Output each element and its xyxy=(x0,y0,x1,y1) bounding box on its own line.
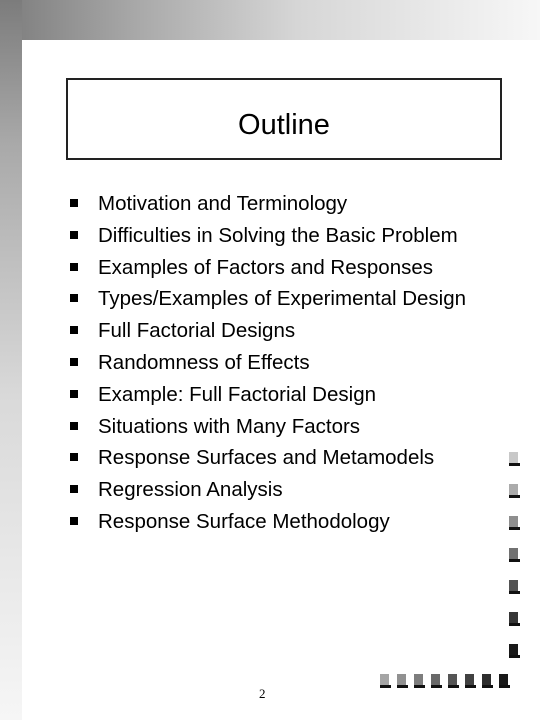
decorative-square-edge xyxy=(509,655,520,658)
list-item-text: Examples of Factors and Responses xyxy=(98,255,433,279)
decorative-square-edge xyxy=(509,559,520,562)
decorative-square-edge xyxy=(509,527,520,530)
decorative-square-edge xyxy=(482,685,493,688)
decorative-square-edge xyxy=(499,685,510,688)
decorative-square-edge xyxy=(431,685,442,688)
square-bullet-icon xyxy=(70,294,78,302)
list-item-text: Difficulties in Solving the Basic Problem xyxy=(98,223,458,247)
square-bullet-icon xyxy=(70,453,78,461)
square-bullet-icon xyxy=(70,199,78,207)
slide-title: Outline xyxy=(238,109,330,141)
list-item-text: Motivation and Terminology xyxy=(98,192,348,215)
title-box xyxy=(66,78,502,160)
decorative-square-edge xyxy=(509,591,520,594)
list-item-text: Example: Full Factorial Design xyxy=(98,382,376,406)
square-bullet-icon xyxy=(70,326,78,334)
list-item-text: Situations with Many Factors xyxy=(98,414,361,438)
decorative-square-edge xyxy=(509,463,520,466)
square-bullet-icon xyxy=(70,517,78,525)
background-gradient-left xyxy=(0,0,22,720)
decorative-square-edge xyxy=(380,685,391,688)
background-gradient-top xyxy=(0,0,540,40)
square-bullet-icon xyxy=(70,422,78,430)
square-bullet-icon xyxy=(70,358,78,366)
decorative-square-edge xyxy=(509,495,520,498)
decorative-square-edge xyxy=(414,685,425,688)
square-bullet-icon xyxy=(70,231,78,239)
list-item-text: Types/Examples of Experimental Design xyxy=(98,287,467,311)
list-item-text: Full Factorial Designs xyxy=(98,319,296,343)
page-number: 2 xyxy=(259,686,266,701)
list-item-text: Response Surface Methodology xyxy=(98,509,390,533)
square-bullet-icon xyxy=(70,485,78,493)
decorative-square-edge xyxy=(448,685,459,688)
list-item-text: Response Surfaces and Metamodels xyxy=(98,446,435,470)
decorative-square-edge xyxy=(465,685,476,688)
square-bullet-icon xyxy=(70,263,78,271)
decorative-square-edge xyxy=(509,623,520,626)
decorative-square-edge xyxy=(397,685,408,688)
square-bullet-icon xyxy=(70,390,78,398)
list-item-text: Regression Analysis xyxy=(98,478,283,502)
list-item-text: Randomness of Effects xyxy=(98,350,310,374)
